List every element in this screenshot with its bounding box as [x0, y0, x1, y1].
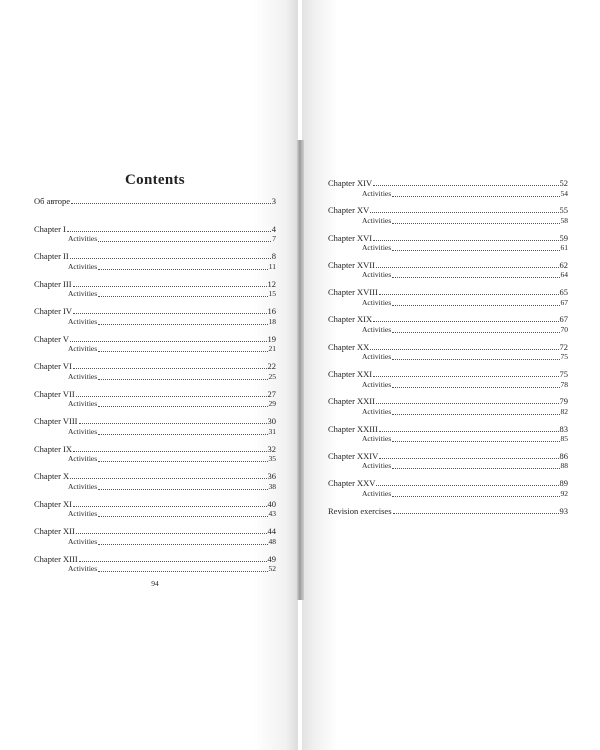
- toc-label: Activities: [68, 509, 98, 518]
- toc-page-number: 75: [559, 369, 568, 380]
- toc-page-number: 8: [271, 251, 276, 261]
- toc-subentry: [34, 344, 276, 355]
- toc-label: Chapter XII: [34, 526, 75, 536]
- toc-page-number: 48: [268, 536, 276, 546]
- toc-subentry: [34, 289, 276, 300]
- dot-leader: [392, 298, 559, 306]
- toc-subentry: [34, 262, 276, 273]
- toc-label: Activities: [362, 297, 392, 307]
- toc-label: Activities: [362, 243, 392, 253]
- toc-page-number: 21: [268, 344, 276, 353]
- toc-subentry: [328, 461, 568, 472]
- toc-label: Activities: [362, 352, 392, 362]
- toc-entry: [34, 306, 276, 317]
- toc-page-number: 78: [560, 379, 568, 389]
- toc-page-number: 79: [559, 396, 568, 407]
- toc-group: [328, 451, 568, 478]
- toc-label: Chapter III: [34, 278, 72, 289]
- toc-entry: [328, 287, 568, 298]
- toc-page-number: 67: [559, 314, 568, 325]
- dot-leader: [98, 482, 267, 490]
- toc-group: [328, 178, 568, 205]
- toc-page-number: 38: [268, 481, 276, 491]
- dot-leader: [392, 434, 559, 442]
- dot-leader: [98, 317, 267, 325]
- toc-page-number: 36: [267, 471, 276, 481]
- toc-label: Chapter VIII: [34, 416, 78, 426]
- toc-subentry: [328, 380, 568, 391]
- toc-page-number: 62: [559, 259, 568, 270]
- dot-leader: [70, 251, 271, 259]
- toc-subentry: [34, 427, 276, 438]
- toc-subentry: [34, 372, 276, 383]
- toc-label: Chapter X: [34, 471, 70, 481]
- toc-subentry: [328, 270, 568, 281]
- toc-label: Chapter IV: [34, 306, 73, 316]
- toc-label: Chapter XIV: [328, 178, 373, 188]
- dot-leader: [67, 224, 271, 232]
- dot-leader: [98, 289, 267, 297]
- toc-subentry: [328, 243, 568, 254]
- toc-entry: [34, 224, 276, 235]
- toc-entry: [34, 279, 276, 290]
- toc-page-number: 58: [560, 215, 568, 225]
- toc-label: Chapter XVIII: [328, 287, 378, 298]
- toc-label: Activities: [362, 379, 392, 389]
- toc-page-number: 27: [267, 388, 276, 399]
- toc-group: [34, 306, 276, 334]
- toc-label: Chapter V: [34, 333, 70, 344]
- toc-label: Chapter XX: [328, 341, 370, 352]
- toc-page-number: 64: [560, 270, 568, 280]
- toc-entry: [328, 424, 568, 435]
- toc-entry: [34, 416, 276, 427]
- toc-label: Chapter VII: [34, 388, 75, 399]
- toc-entry: [328, 451, 568, 462]
- dot-leader: [392, 270, 559, 278]
- toc-entry: [34, 334, 276, 345]
- dot-leader: [98, 344, 267, 352]
- toc-entry: [328, 178, 568, 189]
- toc-subentry: [328, 325, 568, 336]
- dot-leader: [98, 372, 267, 380]
- toc-subentry: [34, 234, 276, 245]
- dot-leader: [73, 444, 266, 452]
- dot-leader: [73, 499, 266, 507]
- toc-label: Chapter XV: [328, 205, 370, 216]
- toc-page-number: 30: [267, 416, 276, 426]
- dot-leader: [98, 427, 267, 435]
- toc-page-number: 70: [560, 324, 568, 334]
- toc-page-number: 19: [267, 333, 276, 344]
- toc-entry: [34, 554, 276, 565]
- toc-label: Chapter XXIII: [328, 423, 378, 434]
- dot-leader: [373, 314, 558, 322]
- toc-label: Chapter XIX: [328, 314, 373, 325]
- toc-label: Chapter XIII: [34, 553, 78, 564]
- toc-entry: [34, 499, 276, 510]
- toc-page-number: 52: [559, 178, 568, 188]
- toc-page-number: 40: [267, 498, 276, 509]
- dot-leader: [98, 537, 267, 545]
- toc-group: [34, 554, 276, 582]
- toc-label: Chapter XVII: [328, 259, 375, 270]
- toc-group: [328, 478, 568, 505]
- toc-group: [328, 396, 568, 423]
- toc-entry: [34, 196, 276, 207]
- toc-page-number: 22: [267, 361, 276, 371]
- dot-leader: [98, 509, 267, 517]
- dot-leader: [373, 369, 558, 377]
- toc-group: [34, 196, 276, 224]
- toc-entry: [328, 506, 568, 517]
- toc-page-number: 89: [559, 478, 568, 489]
- toc-subentry: [34, 509, 276, 520]
- toc-page-number: 93: [559, 505, 568, 516]
- toc-entry: [328, 369, 568, 380]
- toc-subentry: [328, 189, 568, 200]
- dot-leader: [393, 506, 559, 514]
- toc-page-number: 82: [560, 406, 568, 416]
- toc-label: Activities: [362, 188, 392, 198]
- toc-group: [34, 416, 276, 444]
- contents-title: Contents: [125, 172, 185, 188]
- dot-leader: [73, 306, 266, 314]
- toc-group: [328, 287, 568, 314]
- toc-subentry: [328, 216, 568, 227]
- book-gutter: [296, 140, 304, 600]
- toc-label: Activities: [68, 564, 98, 573]
- dot-leader: [98, 262, 268, 270]
- toc-subentry: [34, 454, 276, 465]
- toc-label: Chapter XXI: [328, 369, 373, 380]
- toc-label: Activities: [68, 316, 98, 326]
- toc-label: Chapter XI: [34, 498, 73, 509]
- toc-entry: [328, 260, 568, 271]
- toc-page-number: 83: [559, 423, 568, 434]
- page-number: 94: [151, 579, 159, 588]
- toc-label: Activities: [68, 371, 98, 381]
- toc-label: Activities: [68, 536, 98, 546]
- toc-page-number: 65: [559, 287, 568, 298]
- toc-page-number: 15: [268, 289, 276, 298]
- toc-subentry: [328, 298, 568, 309]
- toc-subentry: [328, 434, 568, 445]
- toc-group: [34, 279, 276, 307]
- toc-left: [34, 196, 276, 581]
- dot-leader: [392, 243, 559, 251]
- toc-page-number: 4: [271, 223, 276, 234]
- toc-entry: [34, 389, 276, 400]
- dot-leader: [76, 526, 267, 534]
- toc-page-number: 7: [272, 234, 276, 243]
- dot-leader: [379, 287, 559, 295]
- toc-group: [34, 334, 276, 362]
- dot-leader: [392, 461, 559, 469]
- toc-page-number: 72: [559, 341, 568, 352]
- toc-group: [328, 369, 568, 396]
- toc-page-number: 85: [560, 434, 568, 444]
- toc-group: [328, 233, 568, 260]
- toc-label: Activities: [68, 289, 98, 298]
- dot-leader: [392, 489, 559, 497]
- toc-label: Chapter I: [34, 223, 66, 234]
- toc-page-number: 44: [267, 526, 276, 536]
- toc-subentry: [328, 489, 568, 500]
- dot-leader: [76, 389, 267, 397]
- dot-leader: [98, 234, 271, 242]
- toc-label: Chapter XXV: [328, 478, 376, 489]
- toc-entry: [34, 471, 276, 482]
- dot-leader: [392, 325, 559, 333]
- dot-leader: [71, 196, 271, 204]
- toc-entry: [328, 233, 568, 244]
- toc-group: [328, 205, 568, 232]
- toc-subentry: [328, 407, 568, 418]
- toc-label: Activities: [68, 399, 98, 408]
- dot-leader: [392, 189, 559, 197]
- toc-page-number: 32: [267, 443, 276, 454]
- dot-leader: [79, 554, 267, 562]
- toc-label: Activities: [362, 215, 392, 225]
- toc-label: Activities: [362, 461, 392, 471]
- toc-group: [328, 314, 568, 341]
- toc-group: [328, 342, 568, 369]
- toc-subentry: [34, 399, 276, 410]
- toc-entry: [328, 396, 568, 407]
- toc-page-number: 92: [560, 488, 568, 498]
- toc-label: Activities: [68, 454, 98, 463]
- toc-group: [34, 444, 276, 472]
- dot-leader: [392, 216, 559, 224]
- dot-leader: [392, 352, 559, 360]
- dot-leader: [376, 478, 558, 486]
- toc-label: Activities: [362, 270, 392, 280]
- toc-entry: [328, 342, 568, 353]
- dot-leader: [70, 471, 266, 479]
- toc-label: Activities: [68, 344, 98, 353]
- toc-group: [328, 260, 568, 287]
- toc-page-number: 54: [560, 188, 568, 198]
- dot-leader: [379, 424, 559, 432]
- toc-label: Activities: [362, 434, 392, 444]
- toc-page-number: 16: [267, 306, 276, 316]
- dot-leader: [73, 361, 267, 369]
- toc-entry: [34, 361, 276, 372]
- toc-subentry: [34, 317, 276, 328]
- toc-label: Activities: [362, 324, 392, 334]
- toc-subentry: [328, 352, 568, 363]
- dot-leader: [379, 451, 558, 459]
- toc-entry: [34, 444, 276, 455]
- toc-label: Chapter XXII: [328, 396, 375, 407]
- toc-label: Activities: [68, 426, 98, 436]
- dot-leader: [79, 416, 267, 424]
- dot-leader: [73, 279, 267, 287]
- toc-page-number: 75: [560, 352, 568, 362]
- toc-page-number: 29: [268, 399, 276, 408]
- toc-entry: [34, 526, 276, 537]
- toc-label: Activities: [68, 481, 98, 491]
- toc-page-number: 12: [267, 278, 276, 289]
- toc-group: [328, 506, 568, 533]
- dot-leader: [376, 260, 559, 268]
- dot-leader: [70, 334, 266, 342]
- toc-entry: [328, 478, 568, 489]
- toc-label: Activities: [68, 261, 98, 271]
- toc-label: Chapter XVI: [328, 232, 373, 243]
- toc-label: Activities: [362, 406, 392, 416]
- toc-group: [34, 526, 276, 554]
- toc-page-number: 18: [268, 316, 276, 326]
- toc-label: Об авторе: [34, 196, 71, 206]
- dot-leader: [392, 380, 559, 388]
- dot-leader: [98, 564, 267, 572]
- dot-leader: [98, 454, 267, 462]
- toc-group: [34, 471, 276, 499]
- toc-label: Activities: [362, 488, 392, 498]
- dot-leader: [392, 407, 559, 415]
- toc-page-number: 55: [559, 205, 568, 216]
- toc-label: Activities: [68, 234, 98, 243]
- toc-page-number: 67: [560, 297, 568, 307]
- dot-leader: [373, 178, 558, 186]
- toc-label: Chapter IX: [34, 443, 73, 454]
- toc-page-number: 31: [268, 426, 276, 436]
- toc-group: [34, 224, 276, 252]
- toc-page-number: 52: [268, 564, 276, 573]
- toc-group: [34, 251, 276, 279]
- toc-page-number: 61: [560, 243, 568, 253]
- toc-subentry: [34, 537, 276, 548]
- toc-entry: [328, 314, 568, 325]
- dot-leader: [98, 399, 267, 407]
- toc-group: [34, 499, 276, 527]
- toc-page-number: 59: [559, 232, 568, 243]
- toc-page-number: 3: [271, 196, 276, 206]
- dot-leader: [373, 233, 558, 241]
- toc-group: [34, 389, 276, 417]
- toc-label: Chapter VI: [34, 361, 72, 371]
- toc-page-number: 49: [267, 553, 276, 564]
- toc-label: Revision exercises: [328, 505, 392, 516]
- toc-right: [328, 178, 568, 533]
- dot-leader: [376, 396, 559, 404]
- toc-page-number: 25: [268, 371, 276, 381]
- dot-leader: [370, 205, 558, 213]
- dot-leader: [370, 342, 558, 350]
- toc-label: Chapter II: [34, 251, 69, 261]
- toc-subentry: [34, 564, 276, 575]
- toc-label: Chapter XXIV: [328, 450, 379, 461]
- toc-entry: [34, 251, 276, 262]
- toc-page-number: 88: [560, 461, 568, 471]
- toc-subentry: [34, 482, 276, 493]
- toc-page-number: 11: [268, 261, 276, 271]
- toc-page-number: 86: [559, 450, 568, 461]
- toc-page-number: 43: [268, 509, 276, 518]
- toc-page-number: 35: [268, 454, 276, 463]
- toc-group: [328, 424, 568, 451]
- toc-entry: [328, 205, 568, 216]
- toc-group: [34, 361, 276, 389]
